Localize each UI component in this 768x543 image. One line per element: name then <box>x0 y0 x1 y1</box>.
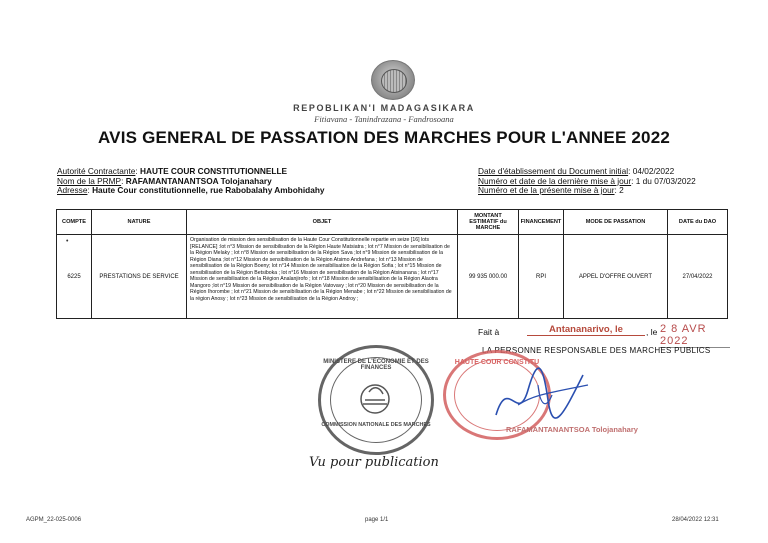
cell-mode: APPEL D'OFFRE OUVERT <box>564 235 668 319</box>
prmp-line: Nom de la PRMP: RAFAMANTANANTSOA Tolojanahary <box>57 175 272 186</box>
address-line: Adresse: Haute Cour constitutionnelle, rue Rabobalahy Ambohidahy <box>57 185 325 196</box>
cell-montant: 99 935 000.00 <box>458 235 519 319</box>
republic-name: REPOBLIKAN'I MADAGASIKARA <box>293 103 475 113</box>
signature-date-stamp: 2 8 AVR 2022 <box>660 323 730 348</box>
national-emblem-icon <box>371 60 415 100</box>
footer-reference: AGPM_22-025-0006 <box>26 517 82 523</box>
cell-objet: Organisation de mission des sensibilisation de la Haute Cour Constitutionnelle repartie en seize [16] lots [RELANCE] :lot n°3 Mission de sensibilisation de la Région Haute Matsiatra ; lot n°7 Mission de sensibilisation de la Région Melaky ; lot n°8 Mission de sensibilisation de la Région Sava ;lot n°9 Mission de sensibilisation de la Région Diana ;lot n°12 Mission de sensibilisation de la Région Atsimo Andrefana ; lot n°13 Mission de sensibilisation de la Région Boeny; lot n°14 Mission de sensibilisation de la Région Sofia ; lot n°15 Mission de sensibilisation de la Région Betsiboka ; lot n°16 Mission de sensibilisation de la Région Atsinanana ; lot n°17 Mission de sensibilisation de la Région Analanjirofo ; lot n°18 Mission de sensibilisation de la Région Alaotra Mangoro ;lot n°19 Mission de sensibilisation de la Région Vatovavy ; lot n°20 Mission de sensibilisation de la Région Ihorombe ; lot n°21 Mission de sensibilisation de la Région Menabe ; lot n°22 Mission de sensibilisation de la région Anosy ; lot n°23 Mission de sensibilisation de la Région Androy ; <box>187 235 458 319</box>
authority-line: Autorité Contractante: HAUTE COUR CONSTITUTIONNELLE <box>57 166 288 176</box>
commission-stamp-icon <box>318 345 434 455</box>
table-header-row <box>57 210 728 235</box>
handwritten-note: Vu pour publication <box>309 455 439 470</box>
commission-emblem-icon <box>355 382 395 416</box>
footer-page: page 1/1 <box>365 517 389 523</box>
meta-left <box>57 167 437 196</box>
table-row <box>57 235 728 319</box>
fait-label: Fait à <box>478 327 500 337</box>
responsible-title: LA PERSONNE RESPONSABLE DES MARCHES PUBLICS <box>482 346 711 355</box>
meta-right <box>478 167 738 196</box>
cell-financement: RPI <box>519 235 564 319</box>
footer-printed: 28/04/2022 12:31 <box>672 517 719 523</box>
col-objet: OBJET <box>187 210 458 235</box>
col-montant: MONTANT ESTIMATIF du MARCHE <box>458 210 519 235</box>
cell-nature: PRESTATIONS DE SERVICE <box>92 235 187 319</box>
cell-date-dao: 27/04/2022 <box>668 235 728 319</box>
signature-city: Antananarivo, le <box>527 324 645 336</box>
last-update-line: Numéro et date de la dernière mise à jour: 1 du 07/03/2022 <box>478 175 696 186</box>
commission-stamp-top: MINISTERE DE L'ECONOMIE ET DES FINANCES <box>323 359 429 371</box>
col-date-dao: DATE du DAO <box>668 210 728 235</box>
signature-scribble-icon <box>488 355 598 435</box>
national-motto: Fitiavana - Tanindrazana - Fandrosoana <box>314 114 454 124</box>
col-nature: NATURE <box>92 210 187 235</box>
col-mode: MODE DE PASSATION <box>564 210 668 235</box>
document-title: AVIS GENERAL DE PASSATION DES MARCHES POUR L'ANNEE 2022 <box>97 128 671 147</box>
col-financement: FINANCEMENT <box>519 210 564 235</box>
court-stamp-text: HAUTE COUR CONSTITU <box>454 359 540 366</box>
cell-compte: 6225 <box>57 235 92 319</box>
commission-stamp-bottom: COMMISSION NATIONALE DES MARCHES <box>321 422 431 428</box>
initial-date-line: Date d'établissement du Document initial: 04/02/2022 <box>478 166 675 176</box>
fait-le-label: , le <box>646 327 658 337</box>
procurement-table <box>56 209 728 319</box>
signed-name: RAFAMANTANANTSOA Tolojanahary <box>506 425 638 434</box>
row-marker: • <box>66 238 69 245</box>
current-update-line: Numéro et de la présente mise à jour: 2 <box>478 185 624 196</box>
col-compte: COMPTE <box>57 210 92 235</box>
